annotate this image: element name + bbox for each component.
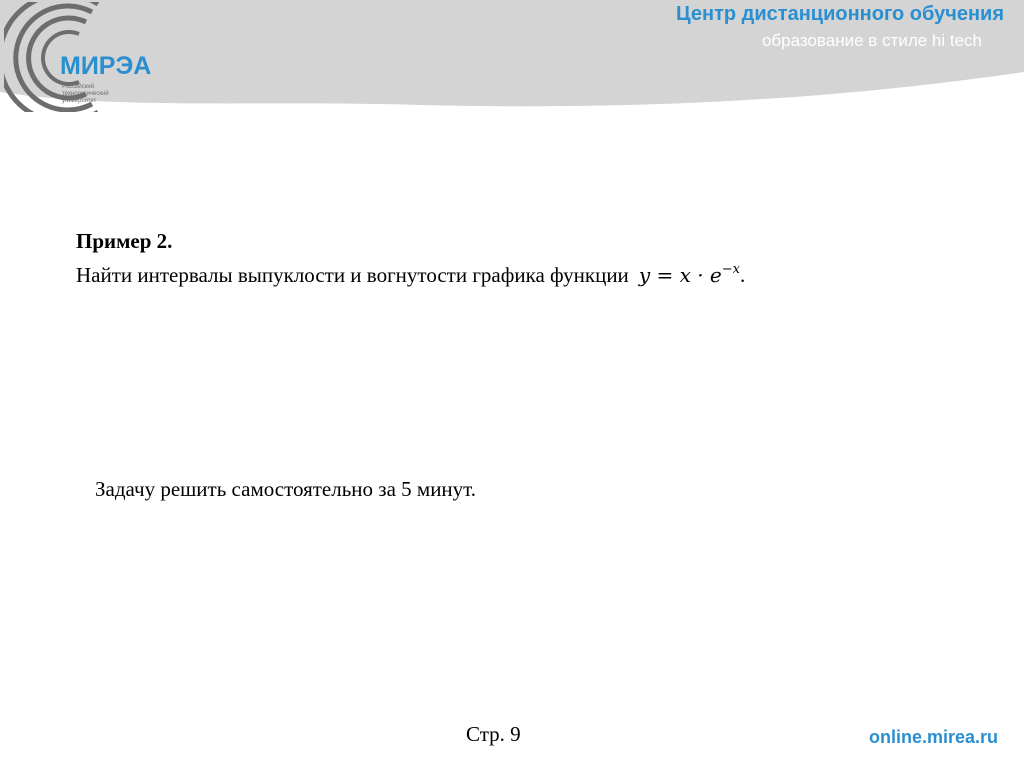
logo-caption-line-1: Российский	[62, 84, 95, 90]
formula-exponent: −x	[721, 262, 741, 277]
brand-subtitle: образование в стиле hi tech	[761, 31, 982, 50]
mirea-logo	[4, 2, 204, 112]
formula-main: y = x · e	[638, 263, 722, 287]
page-number: Стр. 9	[466, 722, 521, 746]
instruction-text: Задачу решить самостоятельно за 5 минут.	[95, 477, 477, 501]
brand-title: Центр дистанционного обучения	[676, 3, 1004, 25]
logo-caption-line-2: технологический	[62, 91, 109, 97]
logo-wordmark: МИРЭА	[60, 52, 152, 80]
task-text: Найти интервалы выпуклости и вогнутости графика функции	[76, 263, 629, 287]
function-formula	[639, 263, 740, 287]
logo-caption-line-3: университет	[62, 98, 97, 104]
footer-url[interactable]: online.mirea.ru	[868, 727, 998, 747]
formula-period: .	[740, 263, 746, 287]
example-heading: Пример 2.	[76, 229, 173, 253]
task-statement	[76, 262, 745, 288]
